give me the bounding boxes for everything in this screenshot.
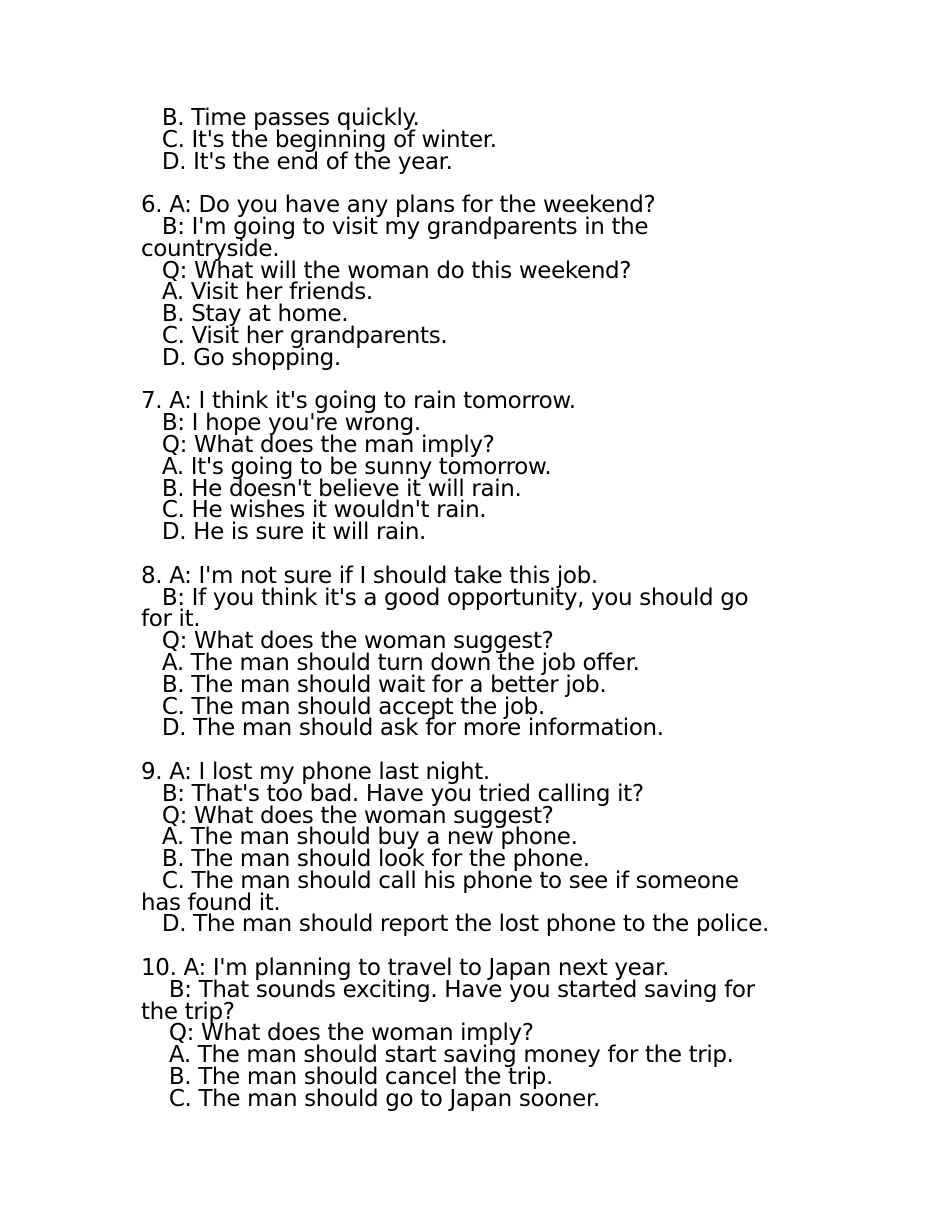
question-6-option-a: A. Visit her friends. xyxy=(141,279,373,306)
text-line: B. Time passes quickly. xyxy=(141,105,420,131)
question-10-option-a: A. The man should start saving money for the trip. xyxy=(141,1042,734,1069)
question-8-dialogue-b: B: If you think it's a good opportunity, you should go xyxy=(141,584,749,611)
question-8-option-d: D. The man should ask for more information. xyxy=(141,715,664,742)
text-line: the trip? xyxy=(141,998,235,1025)
text-line: C. It's the beginning of winter. xyxy=(141,126,497,153)
question-9-dialogue-b: B: That's too bad. Have you tried calling it? xyxy=(141,780,644,807)
text-line: D. It's the end of the year. xyxy=(141,148,453,175)
question-10-dialogue-b: B: That sounds exciting. Have you started saving for xyxy=(141,976,755,1003)
question-10-option-c: C. The man should go to Japan sooner. xyxy=(141,1085,600,1112)
question-9-option-d: D. The man should report the lost phone to the police. xyxy=(141,911,769,938)
question-7-option-c: C. He wishes it wouldn't rain. xyxy=(141,497,487,524)
question-9-option-b: B. The man should look for the phone. xyxy=(141,846,590,873)
question-10-prompt: Q: What does the woman imply? xyxy=(141,1020,534,1047)
text-line: countryside. xyxy=(141,235,280,262)
question-8-option-a: A. The man should turn down the job offer. xyxy=(141,649,640,676)
question-6-option-d: D. Go shopping. xyxy=(141,344,341,371)
question-8-option-b: B. The man should wait for a better job. xyxy=(141,671,607,698)
question-8-dialogue-a: 8. A: I'm not sure if I should take this job. xyxy=(141,562,598,589)
question-10-dialogue-a: 10. A: I'm planning to travel to Japan next year. xyxy=(141,955,670,982)
question-7-dialogue-b: B: I hope you're wrong. xyxy=(141,410,421,437)
question-6-prompt: Q: What will the woman do this weekend? xyxy=(141,257,632,284)
document-page xyxy=(141,105,831,1112)
question-7-option-d: D. He is sure it will rain. xyxy=(141,519,427,546)
question-8-option-c: C. The man should accept the job. xyxy=(141,693,545,720)
question-9-option-a: A. The man should buy a new phone. xyxy=(141,824,578,851)
question-6-dialogue-a: 6. A: Do you have any plans for the weekend? xyxy=(141,192,656,219)
question-7-option-b: B. He doesn't believe it will rain. xyxy=(141,475,522,502)
text-line: for it. xyxy=(141,606,201,633)
question-9-dialogue-a: 9. A: I lost my phone last night. xyxy=(141,758,490,785)
question-6-option-b: B. Stay at home. xyxy=(141,301,349,328)
question-7-option-a: A. It's going to be sunny tomorrow. xyxy=(141,453,552,480)
question-7-prompt: Q: What does the man imply? xyxy=(141,431,495,458)
question-6-dialogue-b: B: I'm going to visit my grandparents in the xyxy=(141,213,649,240)
question-10-option-b: B. The man should cancel the trip. xyxy=(141,1064,553,1091)
question-9-prompt: Q: What does the woman suggest? xyxy=(141,802,554,829)
question-6-option-c: C. Visit her grandparents. xyxy=(141,322,448,349)
text-line: has found it. xyxy=(141,889,281,916)
question-9-option-c: C. The man should call his phone to see if someone xyxy=(141,867,739,894)
question-8-prompt: Q: What does the woman suggest? xyxy=(141,628,554,655)
question-7-dialogue-a: 7. A: I think it's going to rain tomorrow. xyxy=(141,388,576,415)
